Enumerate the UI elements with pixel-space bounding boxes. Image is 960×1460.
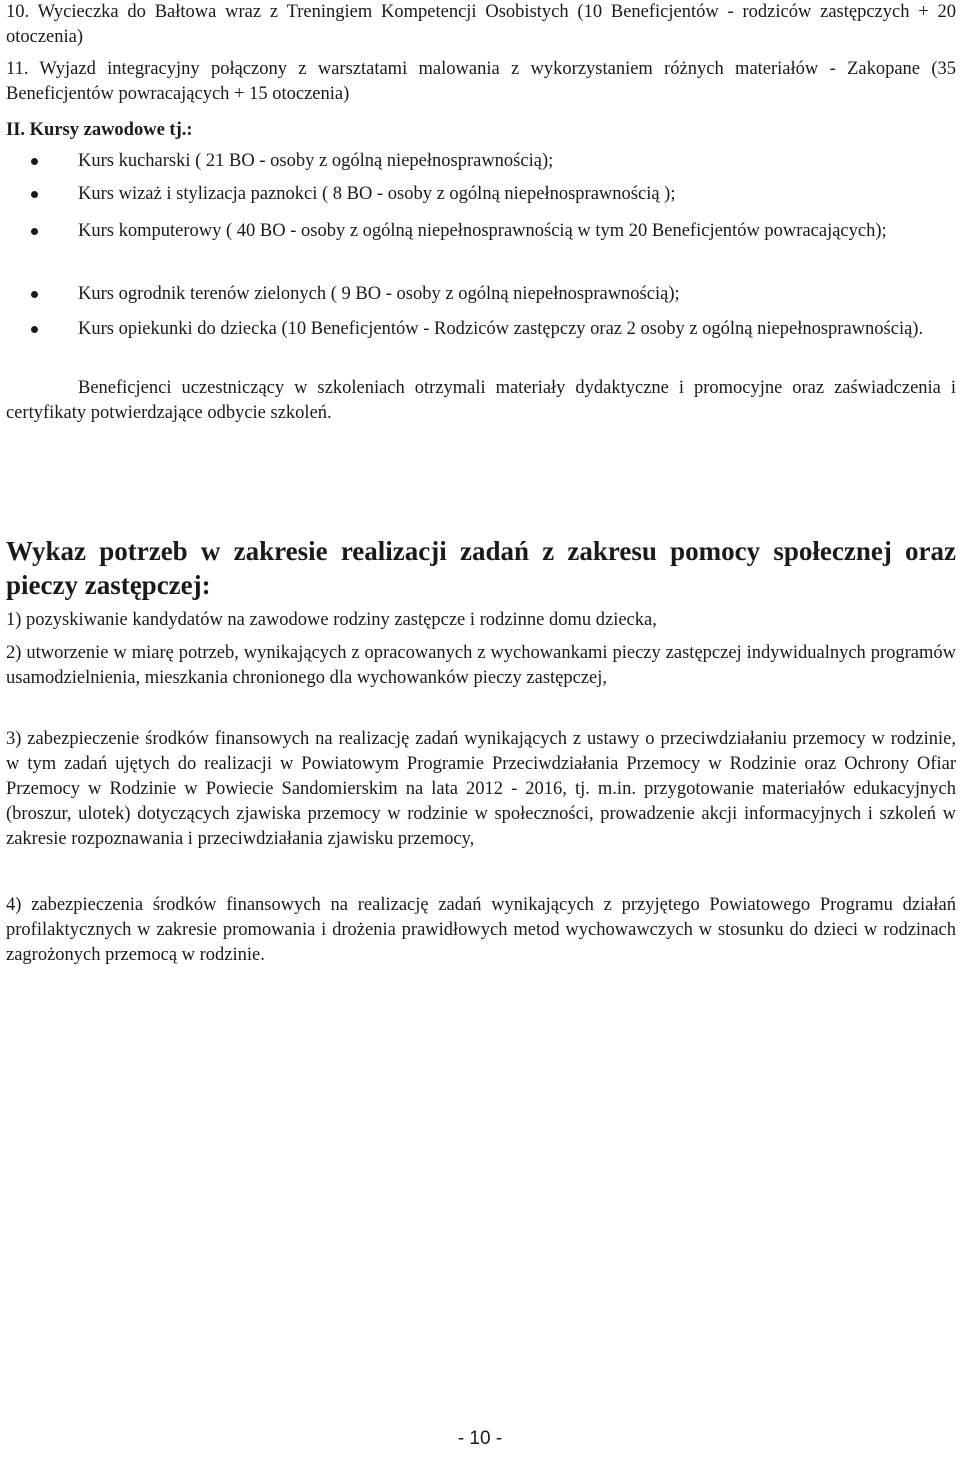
needs-item-4: 4) zabezpieczenia środków finansowych na realizację zadań wynikających z przyjętego Powiatowego Programu działań profilaktycznych w zakresie promowania i drożenia prawidłowych metod wychowawczych w stosunku do dzieci w rodzinach zagrożonych przemocą w rodzinie.: [6, 895, 956, 965]
page-number: - 10 -: [457, 1428, 503, 1449]
bullet-icon: [31, 326, 38, 333]
bullet-icon: [31, 291, 38, 298]
list-item-11: 11. Wyjazd integracyjny połączony z warsztatami malowania z wykorzystaniem różnych materiałów - Zakopane (35 Beneficjentów powracających + 15 otoczenia): [6, 59, 956, 104]
course-item: Kurs opiekunki do dziecka (10 Beneficjentów - Rodziców zastępczy oraz 2 osoby z ogólną niepełnosprawnością).: [78, 319, 924, 339]
bullet-icon: [31, 158, 38, 165]
course-item: Kurs ogrodnik terenów zielonych ( 9 BO - osoby z ogólną niepełnosprawnością);: [78, 284, 680, 304]
course-item: Kurs komputerowy ( 40 BO - osoby z ogólną niepełnosprawnością w tym 20 Beneficjentów powracających);: [78, 221, 887, 241]
course-item: Kurs kucharski ( 21 BO - osoby z ogólną niepełnosprawnością);: [78, 151, 554, 171]
needs-item-2: 2) utworzenie w miarę potrzeb, wynikających z opracowanych z wychowankami pieczy zastępczej indywidualnych programów usamodzielnienia, mieszkania chronionego dla wychowanków pieczy zastępczej,: [6, 643, 956, 688]
needs-item-3: 3) zabezpieczenie środków finansowych na realizację zadań wynikających z ustawy o przeciwdziałaniu przemocy w rodzinie, w tym zadań ujętych do realizacji w Powiatowym Programie Przeciwdziałania Przemocy w Rodzinie oraz Ochrony Ofiar Przemocy w Rodzinie w Powiecie Sandomierskim na lata 2012 - 2016, tj. m.in. przygotowanie materiałów edukacyjnych (broszur, ulotek) dotyczących zjawiska przemocy w rodzinie w społeczności, prowadzenie akcji informacyjnych i szkoleń w zakresie rozpoznawania i przeciwdziałania zjawisku przemocy,: [6, 729, 956, 849]
needs-item-1: 1) pozyskiwanie kandydatów na zawodowe rodziny zastępcze i rodzinne domu dziecka,: [6, 610, 657, 630]
bullet-icon: [31, 228, 38, 235]
needs-heading: Wykaz potrzeb w zakresie realizacji zadań z zakresu pomocy społecznej oraz pieczy zastępczej:: [6, 536, 956, 600]
section-heading-kursy: II. Kursy zawodowe tj.:: [6, 120, 193, 140]
summary-paragraph: Beneficjenci uczestniczący w szkoleniach otrzymali materiały dydaktyczne i promocyjne oraz zaświadczenia i certyfikaty potwierdzające odbycie szkoleń.: [6, 378, 956, 423]
bullet-icon: [31, 191, 38, 198]
list-item-10: 10. Wycieczka do Bałtowa wraz z Treningiem Kompetencji Osobistych (10 Beneficjentów - rodziców zastępczych + 20 otoczenia): [6, 2, 956, 47]
course-item: Kurs wizaż i stylizacja paznokci ( 8 BO - osoby z ogólną niepełnosprawnością );: [78, 184, 676, 204]
